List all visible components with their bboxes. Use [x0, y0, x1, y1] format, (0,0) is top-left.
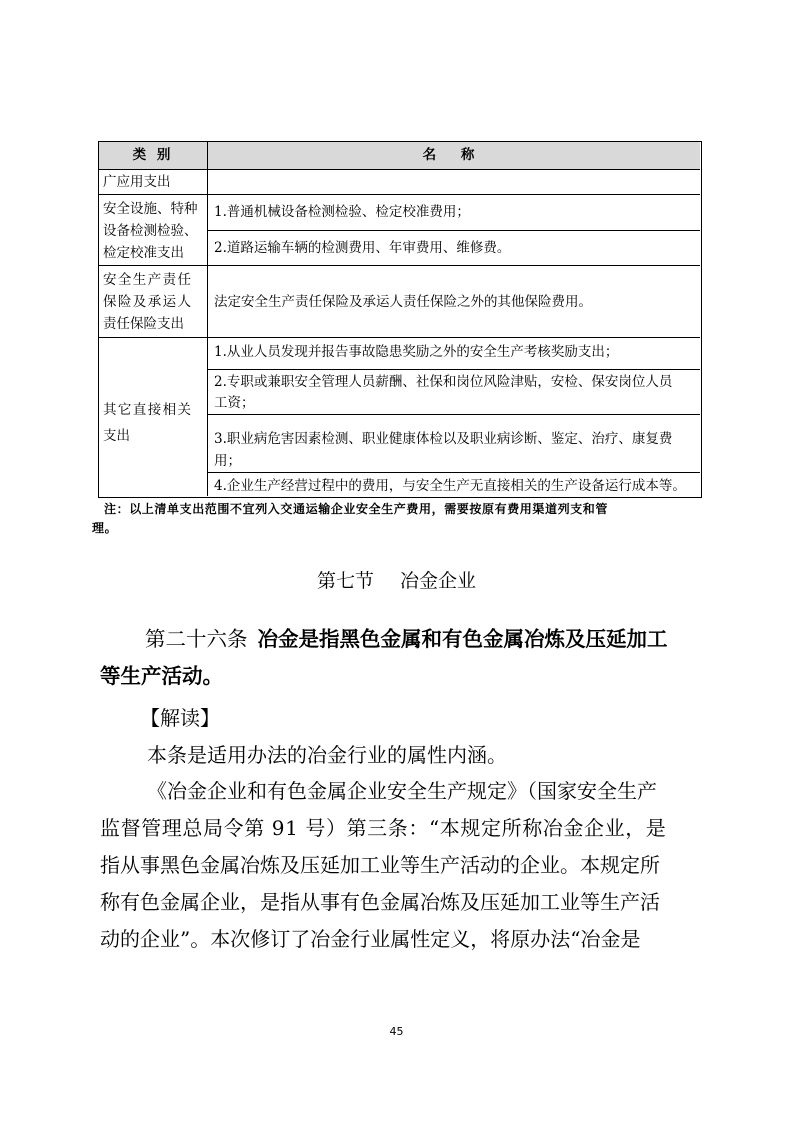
paragraph-line: 称有色金属企业，是指从事有色金属冶炼及压延加工业等生产活: [100, 890, 660, 914]
note-line: 理。: [92, 521, 118, 535]
section-heading: [0, 566, 793, 593]
item-cell: 3.职业病危害因素检测、职业健康体检以及职业病诊断、鉴定、治疗、康复费: [214, 431, 673, 447]
paragraph-line: 《冶金企业和有色金属企业安全生产规定》（国家安全生产: [147, 779, 657, 803]
header-category: 类 别: [132, 147, 174, 163]
paragraph-line: 指从事黑色金属冶炼及压延加工业等生产活动的企业。本规定所: [100, 853, 660, 877]
paragraph-line: 监督管理总局令第 91 号）第三条：“本规定所称冶金企业，是: [100, 816, 667, 840]
category-cell: 检定校准支出: [103, 245, 184, 261]
article-text-continued: 等生产活动。: [100, 664, 223, 688]
article-number: 第二十六条: [145, 627, 248, 651]
category-cell: 支出: [103, 428, 130, 444]
category-cell: 设备检测检验、: [103, 223, 198, 239]
item-cell: 2.专职或兼职安全管理人员薪酬、社保和岗位风险津贴，安检、保安岗位人员: [214, 374, 673, 390]
header-name: 名 称: [422, 147, 485, 163]
item-cell: 用；: [214, 453, 241, 469]
note-prefix: 注：: [104, 502, 130, 516]
category-cell: 其它直接相关: [103, 402, 193, 418]
section-number: 第七节: [316, 570, 374, 592]
table-note: [92, 500, 704, 538]
interpretation-label: 【解读】: [140, 706, 220, 730]
category-cell: 安全设施、特种: [103, 201, 198, 217]
row-divider: [207, 230, 700, 231]
paragraph-line: 动的企业”。本次修订了冶金行业属性定义，将原办法“冶金是: [100, 927, 641, 951]
row-divider: [99, 337, 700, 338]
column-divider: [207, 142, 208, 496]
paragraph: 本条是适用办法的冶金行业的属性内涵。: [147, 743, 507, 767]
note-line: [104, 500, 704, 519]
row-divider: [207, 414, 700, 415]
item-cell: 1.从业人员发现并报告事故隐患奖励之外的安全生产考核奖励支出；: [214, 344, 619, 360]
row-divider: [207, 369, 700, 370]
row-divider: [99, 169, 700, 170]
row-divider: [99, 194, 700, 195]
expense-table: [98, 141, 702, 498]
item-cell: 4.企业生产经营过程中的费用，与安全生产无直接相关的生产设备运行成本等。: [214, 478, 686, 494]
article-text: 冶金是指黑色金属和有色金属冶炼及压延加工: [257, 627, 668, 651]
section-title: 冶金企业: [400, 570, 477, 592]
note-text: 以上清单支出范围不宜列入交通运输企业安全生产费用，需要按原有费用渠道列支和管: [129, 502, 609, 516]
category-cell: 安全生产责任: [103, 272, 193, 288]
item-cell: 2.道路运输车辆的检测费用、年审费用、维修费。: [214, 240, 511, 256]
article-paragraph: [100, 621, 700, 658]
category-cell: 责任保险支出: [103, 316, 184, 332]
category-cell: 保险及承运人: [103, 294, 193, 310]
row-divider: [99, 265, 700, 266]
row-divider: [207, 472, 700, 473]
item-cell: 1.普通机械设备检测检验、检定校准费用；: [214, 204, 470, 220]
item-cell: 法定安全生产责任保险及承运人责任保险之外的其他保险费用。: [214, 294, 592, 310]
page-number: 45: [389, 1025, 404, 1038]
category-cell: 广应用支出: [103, 174, 171, 190]
item-cell: 工资；: [214, 395, 255, 411]
